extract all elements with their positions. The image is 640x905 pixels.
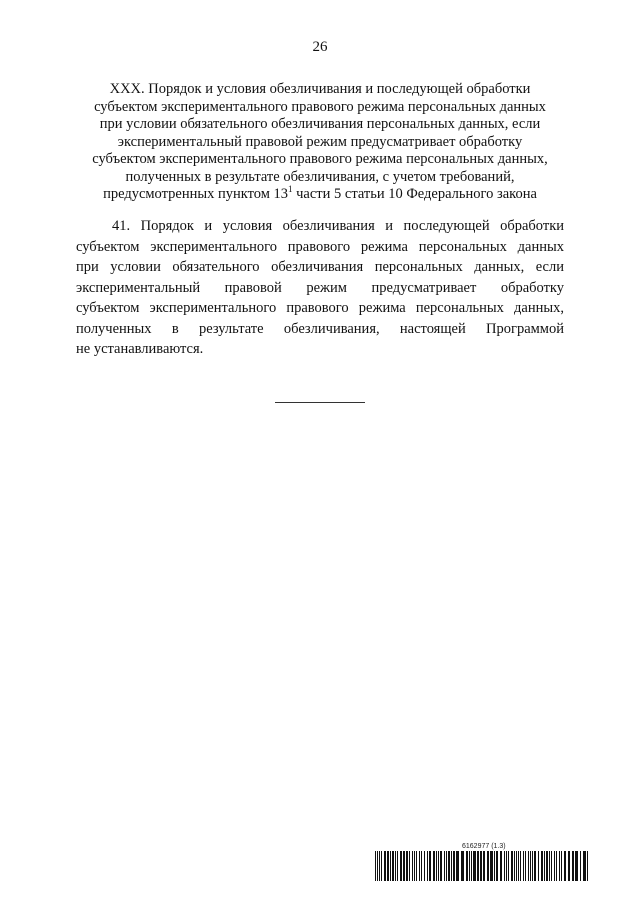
heading-line: субъектом экспериментального правового режима персональных данных, bbox=[92, 151, 548, 167]
paragraph-line: субъектом экспериментального правового режима персональных данных, bbox=[76, 300, 564, 316]
heading-line: экспериментальный правовой режим предусматривает обработку bbox=[117, 133, 523, 150]
paragraph-line: экспериментальный правовой режим предусматривает обработку bbox=[76, 279, 564, 296]
document-code: 6162977 (1.3) bbox=[462, 843, 506, 850]
paragraph-line: субъектом экспериментального правового режима персональных данных bbox=[76, 238, 564, 255]
page-number: 26 bbox=[312, 39, 328, 55]
heading-line-last bbox=[68, 186, 572, 204]
end-separator-line bbox=[275, 402, 365, 403]
paragraph-line: не устанавливаются. bbox=[76, 341, 204, 357]
heading-line: субъектом экспериментального правового режима персональных данных bbox=[94, 98, 546, 115]
footnote-superscript: 1 bbox=[288, 184, 293, 195]
section-heading bbox=[68, 81, 572, 204]
heading-line: XXX. Порядок и условия обезличивания и последующей обработки bbox=[109, 81, 531, 97]
barcode-icon bbox=[375, 851, 590, 881]
heading-last-text: предусмотренных пунктом 13 bbox=[103, 186, 288, 202]
paragraph-line: при условии обязательного обезличивания персональных данных, если bbox=[76, 259, 564, 275]
paragraph-41 bbox=[76, 216, 564, 360]
paragraph-line: полученных в результате обезличивания, настоящей Программой bbox=[76, 320, 564, 337]
heading-last-text-tail: части 5 статьи 10 Федерального закона bbox=[292, 186, 537, 202]
paragraph-line: 41. Порядок и условия обезличивания и последующей обработки bbox=[112, 218, 564, 234]
heading-line: при условии обязательного обезличивания персональных данных, если bbox=[99, 116, 541, 132]
heading-line: полученных в результате обезличивания, с учетом требований, bbox=[125, 168, 515, 185]
